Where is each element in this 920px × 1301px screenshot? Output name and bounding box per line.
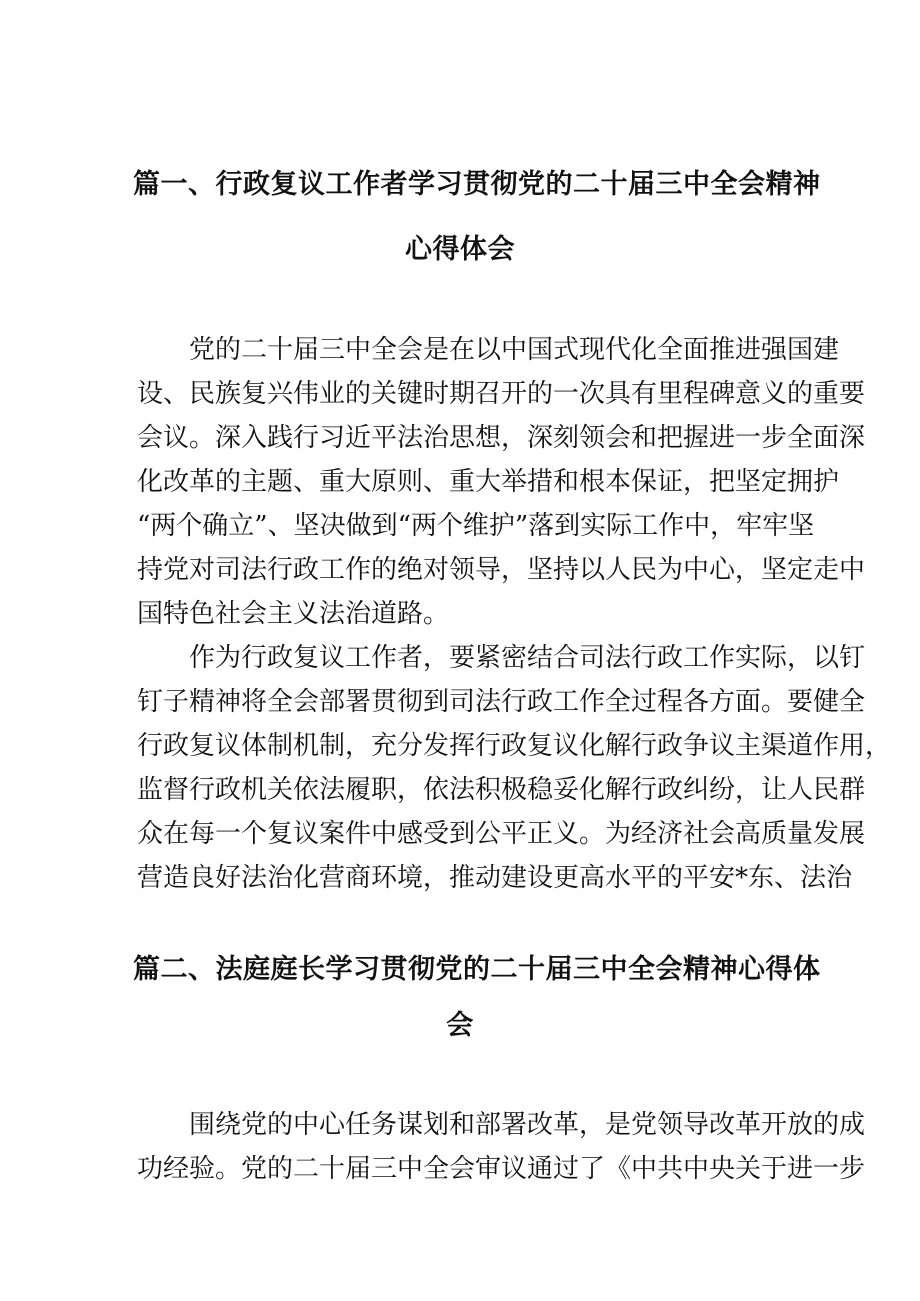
section-2-title-line-1: 篇二、法庭庭长学习贯彻党的二十届三中全会精神心得体 xyxy=(133,954,821,985)
text-line: 众在每一个复议案件中感受到公平正义。为经济社会高质量发展 xyxy=(137,819,866,849)
text-line: 监督行政机关依法履职，依法积极稳妥化解行政纠纷，让人民群 xyxy=(137,775,866,805)
text-line: 围绕党的中心任务谋划和部署改革，是党领导改革开放的成 xyxy=(137,1110,866,1140)
text-line: 党的二十届三中全会是在以中国式现代化全面推进强国建 xyxy=(137,335,840,365)
section-2-title-line-2: 会 xyxy=(446,1010,474,1041)
section-1-title-line-1: 篇一、行政复议工作者学习贯彻党的二十届三中全会精神 xyxy=(133,169,821,200)
text-line: 营造良好法治化营商环境，推动建设更高水平的平安*东、法治 xyxy=(137,863,853,893)
text-line: 功经验。党的二十届三中全会审议通过了《中共中央关于进一步 xyxy=(137,1154,866,1184)
text-line: 化改革的主题、重大原则、重大举措和根本保证，把坚定拥护 xyxy=(137,467,840,497)
text-line: 持党对司法行政工作的绝对领导，坚持以人民为中心，坚定走中 xyxy=(137,555,866,585)
text-line: “两个确立”、坚决做到“两个维护”落到实际工作中，牢牢坚 xyxy=(137,511,815,541)
section-1-title-line-2: 心得体会 xyxy=(405,234,515,265)
text-line: 行政复议体制机制，充分发挥行政复议化解行政争议主渠道作用， xyxy=(137,731,892,761)
text-line: 国特色社会主义法治道路。 xyxy=(137,599,450,629)
text-line: 会议。深入践行习近平法治思想，深刻领会和把握进一步全面深 xyxy=(137,423,866,453)
text-line: 钉子精神将全会部署贯彻到司法行政工作全过程各方面。要健全 xyxy=(137,687,866,717)
text-line: 设、民族复兴伟业的关键时期召开的一次具有里程碑意义的重要 xyxy=(137,379,866,409)
text-line: 作为行政复议工作者，要紧密结合司法行政工作实际，以钉 xyxy=(137,643,866,673)
